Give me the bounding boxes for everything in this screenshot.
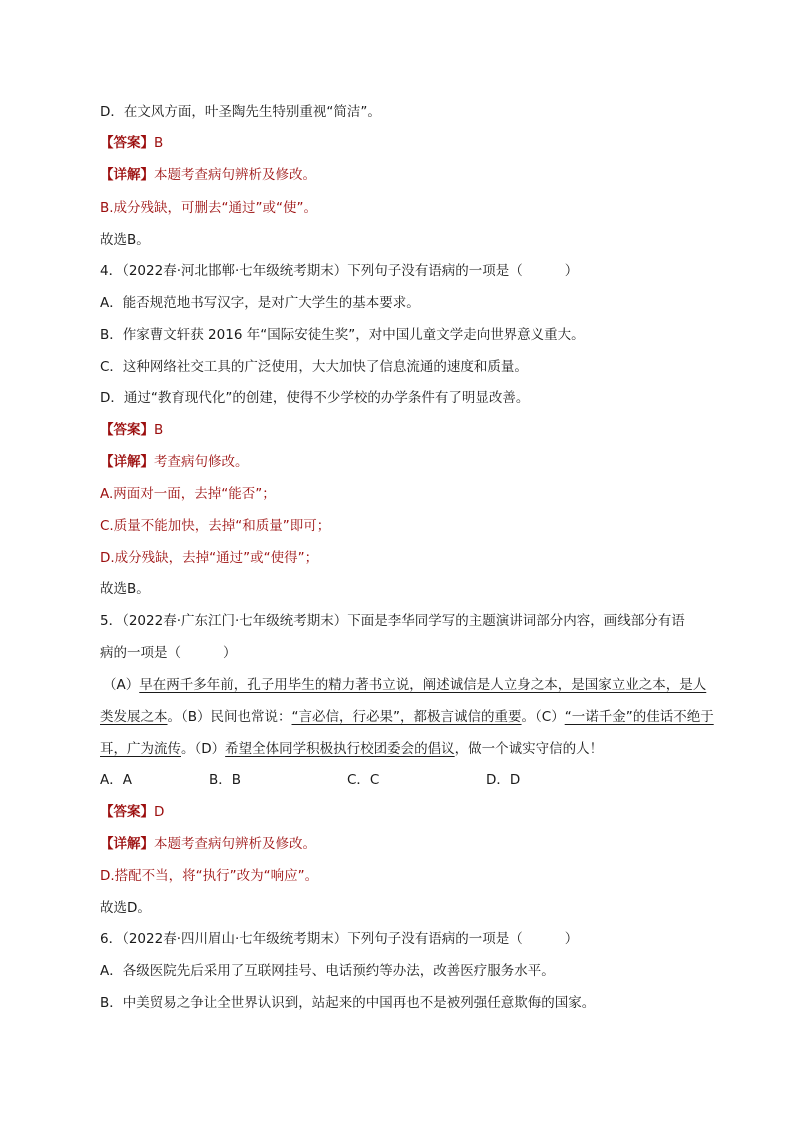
q5-passage-line1 [103, 675, 706, 695]
q5-label-d: 。（D） [181, 741, 226, 757]
q5-label-a: （A） [103, 677, 140, 693]
detail-tag: 【详解】 [100, 454, 154, 470]
detail-tag: 【详解】 [100, 167, 154, 183]
q4-answer [100, 420, 163, 440]
q5-underline-b: “言必信，行必果”，都极言诚信的重要 [291, 709, 522, 725]
q4-detail [100, 452, 249, 472]
q4-option-c: C．这种网络社交工具的广泛使用，大大加快了信息流通的速度和质量。 [100, 359, 528, 375]
q5-choice-d: D．D [486, 772, 521, 788]
answer-value: B [154, 135, 164, 151]
q5-underline-c: “一诺千金”的佳话不绝于 [564, 709, 714, 725]
q3-explain-b: B.成分残缺，可删去“通过”或“使”。 [100, 200, 318, 216]
q5-detail [100, 834, 316, 854]
q4-stem-close: ） [564, 263, 579, 279]
q6-stem [100, 929, 578, 949]
q5-label-b: 。（B）民间也常说： [167, 709, 292, 725]
answer-tag: 【答案】 [100, 804, 154, 820]
q4-explain-d: D.成分残缺，去掉“通过”或“使得”； [100, 550, 319, 566]
q5-stem-close: ） [223, 645, 237, 661]
q4-explain-a: A.两面对一面，去掉“能否”； [100, 486, 276, 502]
q5-label-c: 。（C） [521, 709, 565, 725]
q4-stem [100, 261, 578, 281]
q5-passage-line3 [100, 739, 603, 759]
q4-option-b: B．作家曹文轩获 2016 年“国际安徒生奖”，对中国儿童文学走向世界意义重大。 [100, 327, 585, 343]
q3-conclusion: 故选B。 [100, 232, 150, 248]
detail-text: 考查病句修改。 [154, 454, 249, 470]
answer-tag: 【答案】 [100, 422, 154, 438]
q5-underline-a-tail: 类发展之本 [100, 709, 168, 725]
q5-underline-a: 早在两千多年前，孔子用毕生的精力著书立说，阐述诚信是人立身之本，是国家立业之本，是人 [139, 677, 707, 693]
q5-underline-c-tail: 耳，广为流传 [100, 741, 181, 757]
q5-explain-d: D.搭配不当，将“执行”改为“响应”。 [100, 868, 319, 884]
q3-option-d: D．在文风方面，叶圣陶先生特别重视“简洁”。 [100, 104, 381, 120]
detail-text: 本题考查病句辨析及修改。 [154, 167, 316, 183]
q6-stem-close: ） [564, 931, 579, 947]
answer-value: D [154, 804, 165, 820]
q4-stem-text: 4．（2022春·河北邯郸·七年级统考期末）下列句子没有语病的一项是（ [100, 263, 523, 279]
q6-option-a: A．各级医院先后采用了互联网挂号、电话预约等办法，改善医疗服务水平。 [100, 963, 555, 979]
q5-choice-a: A．A [100, 772, 132, 788]
detail-text: 本题考查病句辨析及修改。 [154, 836, 316, 852]
q5-underline-d: 希望全体同学积极执行校团委会的倡议 [225, 741, 455, 757]
q4-option-d: D．通过“教育现代化”的创建，使得不少学校的办学条件有了明显改善。 [100, 390, 530, 406]
q4-explain-c: C.质量不能加快，去掉“和质量”即可； [100, 518, 331, 534]
q4-option-a: A．能否规范地书写汉字，是对广大学生的基本要求。 [100, 295, 420, 311]
q4-conclusion: 故选B。 [100, 581, 150, 597]
q6-stem-text: 6．（2022春·四川眉山·七年级统考期末）下列句子没有语病的一项是（ [100, 931, 523, 947]
q5-choice-b: B．B [209, 772, 242, 788]
detail-tag: 【详解】 [100, 836, 154, 852]
q6-option-b: B．中美贸易之争让全世界认识到，站起来的中国再也不是被列强任意欺侮的国家。 [100, 995, 596, 1011]
answer-value: B [154, 422, 164, 438]
q5-conclusion: 故选D。 [100, 900, 151, 916]
q5-choice-c: C．C [347, 772, 380, 788]
q5-stem-line2 [100, 643, 237, 663]
q3-detail [100, 165, 316, 185]
answer-tag: 【答案】 [100, 135, 154, 151]
q5-passage-line2 [100, 707, 714, 727]
q5-passage-end: ，做一个诚实守信的人！ [454, 741, 604, 757]
q5-stem-text: 病的一项是（ [100, 645, 181, 661]
q5-stem-line1: 5．（2022春·广东江门·七年级统考期末）下面是李华同学写的主题演讲词部分内容，画线部分有语 [100, 613, 685, 629]
q3-answer [100, 133, 163, 153]
q5-answer [100, 802, 164, 822]
